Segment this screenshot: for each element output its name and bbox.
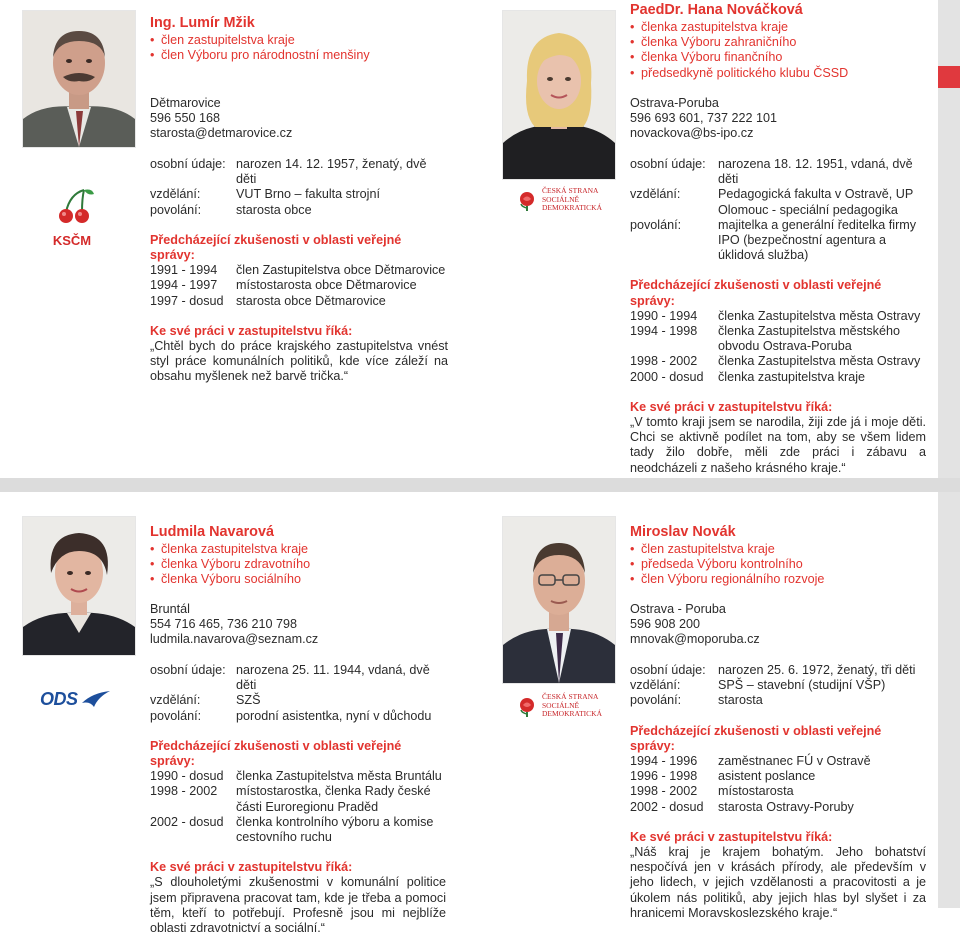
band-divider (0, 478, 960, 492)
detail-row: povolání: majitelka a generální ředitelka firmy IPO (bezpečnostní agentura a úklidová služba) (630, 217, 917, 263)
role-item: • členka Výboru sociálního (150, 572, 450, 587)
contact-city: Ostrava-Poruba (630, 96, 719, 110)
detail-row: povolání: porodní asistentka, nyní v důchodu (150, 708, 432, 723)
detail-row: osobní údaje: narozen 25. 6. 1972, ženatý, tři děti (630, 663, 916, 677)
ods-logo (40, 691, 110, 709)
experience-row: 1994 - 1997 místostarosta obce Dětmarovice (150, 278, 417, 293)
quote-title: Ke své práci v zastupitelstvu říká: (630, 399, 833, 414)
detail-row: osobní údaje: narozena 25. 11. 1944, vdaná, dvě děti (150, 663, 430, 693)
role-list (150, 33, 450, 63)
experience-row: 1998 - 2002 místostarosta (630, 784, 794, 799)
contact-email[interactable]: mnovak@moporuba.cz (630, 632, 760, 647)
portrait-man-glasses (503, 517, 615, 683)
contact-email[interactable]: ludmila.navarova@seznam.cz (150, 632, 319, 647)
role-item: • členka zastupitelstva kraje (630, 20, 930, 35)
kscm-logo-text: KSČM (52, 233, 92, 249)
person-name: Ing. Lumír Mžik (150, 15, 255, 31)
quote-title: Ke své práci v zastupitelstvu říká: (150, 323, 353, 338)
cherry-icon (52, 186, 96, 230)
detail-row: vzdělání: VUT Brno – fakulta strojní (150, 187, 380, 202)
contact-block (630, 96, 930, 142)
portrait-photo (22, 516, 136, 656)
experience-title: Předcházející zkušenosti v oblasti veřejné správy: (150, 738, 402, 769)
cssd-logo (516, 693, 602, 719)
role-item: • člen zastupitelstva kraje (630, 542, 930, 557)
cssd-logo-text: ČESKÁ STRANA SOCIÁLNĚ DEMOKRATICKÁ (542, 186, 602, 213)
person-header (150, 524, 450, 588)
contact-phone: 596 908 200 (630, 617, 701, 632)
contact-city: Ostrava - Poruba (630, 602, 726, 616)
role-list (630, 20, 930, 81)
detail-row: povolání: starosta obce (150, 202, 312, 217)
role-item: • člen zastupitelstva kraje (150, 33, 450, 48)
experience-title: Předcházející zkušenosti v oblasti veřejné správy: (630, 723, 882, 753)
role-item: • člen Výboru regionálního rozvoje (630, 572, 930, 587)
detail-row: vzdělání: SZŠ (150, 693, 261, 708)
experience-row: 2002 - dosud starosta Ostravy-Poruby (630, 799, 854, 814)
quote-text: „Chtěl bych do práce krajského zastupitelstva vnést styl práce komunálních politiků, kde více záleží na obsahu myšlenek než barvě trička.“ (150, 339, 448, 384)
rose-icon (516, 189, 538, 211)
kscm-logo (52, 186, 96, 248)
experience-title: Předcházející zkušenosti v oblasti veřejné správy: (630, 278, 882, 308)
detail-row: osobní údaje: narozen 14. 12. 1957, ženatý, dvě děti (150, 157, 427, 187)
experience-row: 1994 - 1996 zaměstnanec FÚ v Ostravě (630, 754, 871, 769)
role-item: • člen Výboru pro národnostní menšiny (150, 48, 450, 63)
person-name: Ludmila Navarová (150, 524, 274, 540)
role-item: • členka Výboru zahraničního (630, 35, 930, 50)
quote-text: „Náš kraj je krajem bohatým. Jeho bohatství nespočívá jen v krásách přírody, ale především v jeho lidech, v jejich vzdělanosti a pracovitosti a je úkolem nás politiků, aby jejich hlas byl slyšet i za hranicemi Moravskoslezského kraje.“ (630, 845, 926, 920)
role-list (150, 542, 450, 588)
detail-row: vzdělání: SPŠ – stavební (studijní VŠP) (630, 678, 886, 693)
experience-title: Předcházející zkušenosti v oblasti veřejné správy: (150, 232, 402, 263)
person-header (150, 15, 450, 63)
quote-title: Ke své práci v zastupitelstvu říká: (630, 829, 833, 844)
rose-icon (516, 695, 538, 717)
contact-block (150, 602, 450, 648)
contact-email[interactable]: starosta@detmarovice.cz (150, 126, 293, 141)
experience-row: 1996 - 1998 asistent poslance (630, 769, 816, 784)
bird-icon (82, 691, 110, 709)
experience-row: 1994 - 1998 členka Zastupitelstva městského obvodu Ostrava-Poruba (630, 324, 900, 354)
experience-row: 1990 - dosud členka Zastupitelstva města Bruntálu (150, 769, 442, 784)
contact-block (150, 96, 450, 142)
role-item: • členka zastupitelstva kraje (150, 542, 450, 557)
person-details (150, 663, 446, 936)
cssd-logo-text: ČESKÁ STRANA SOCIÁLNĚ DEMOKRATICKÁ (542, 692, 602, 719)
experience-row: 2000 - dosud členka zastupitelstva kraje (630, 369, 865, 384)
role-item: • předseda Výboru kontrolního (630, 557, 930, 572)
person-details (630, 157, 926, 476)
experience-row: 1998 - 2002 členka Zastupitelstva města Ostravy (630, 354, 921, 369)
detail-row: povolání: starosta (630, 693, 763, 708)
role-item: • předsedkyně politického klubu ČSSD (630, 66, 930, 81)
experience-row: 1997 - dosud starosta obce Dětmarovice (150, 293, 386, 308)
experience-row: 1990 - 1994 členka Zastupitelstva města Ostravy (630, 308, 921, 323)
quote-title: Ke své práci v zastupitelstvu říká: (150, 860, 353, 875)
contact-city: Bruntál (150, 602, 190, 616)
portrait-man-mustache (23, 11, 135, 147)
ods-logo-text: ODS (40, 689, 78, 710)
contact-phone: 554 716 465, 736 210 798 (150, 617, 298, 632)
role-item: • členka Výboru finančního (630, 50, 930, 65)
portrait-woman-dark-hair (23, 517, 135, 655)
contact-email[interactable]: novackova@bs-ipo.cz (630, 126, 754, 141)
detail-row: osobní údaje: narozena 18. 12. 1951, vdaná, dvě děti (630, 157, 913, 187)
portrait-photo (502, 10, 616, 180)
red-page-tab (938, 66, 960, 88)
quote-text: „S dlouholetými zkušenostmi v komunální politice jsem připravena pracovat tam, kde je třeba a pomoci těm, kteří to potřebují. Profesně jsou mi nejblíže oblasti zdravotnictví a sociální.“ (150, 875, 446, 936)
cssd-logo (516, 187, 602, 213)
portrait-photo (502, 516, 616, 684)
person-details (150, 157, 448, 385)
contact-city: Dětmarovice (150, 96, 221, 110)
experience-row: 1998 - 2002 místostarostka, členka Rady české části Euroregionu Praděd (150, 784, 431, 814)
person-name: Miroslav Novák (630, 524, 736, 540)
person-header (630, 524, 930, 588)
person-details (630, 663, 926, 921)
detail-row: vzdělání: Pedagogická fakulta v Ostravě, UP Olomouc - speciální pedagogika (630, 187, 914, 217)
contact-block (630, 602, 930, 648)
portrait-photo (22, 10, 136, 148)
portrait-woman-blonde (503, 11, 615, 179)
person-header (630, 2, 930, 81)
experience-row: 2002 - dosud členka kontrolního výboru a komise cestovního ruchu (150, 814, 434, 845)
experience-row: 1991 - 1994 člen Zastupitelstva obce Dětmarovice (150, 263, 446, 278)
right-margin-strip-lower (938, 492, 960, 908)
role-item: • členka Výboru zdravotního (150, 557, 450, 572)
person-name: PaedDr. Hana Nováčková (630, 2, 803, 18)
role-list (630, 542, 930, 588)
contact-phone: 596 693 601, 737 222 101 (630, 111, 778, 126)
contact-phone: 596 550 168 (150, 111, 221, 126)
quote-text: „V tomto kraji jsem se narodila, žiji zde já i moje děti. Chci se aktivně podílet na tom, aby se všem lidem tady žilo dobře, měli zde práci i zábavu a neodcházeli z našeho krásného kraje.“ (630, 415, 926, 475)
